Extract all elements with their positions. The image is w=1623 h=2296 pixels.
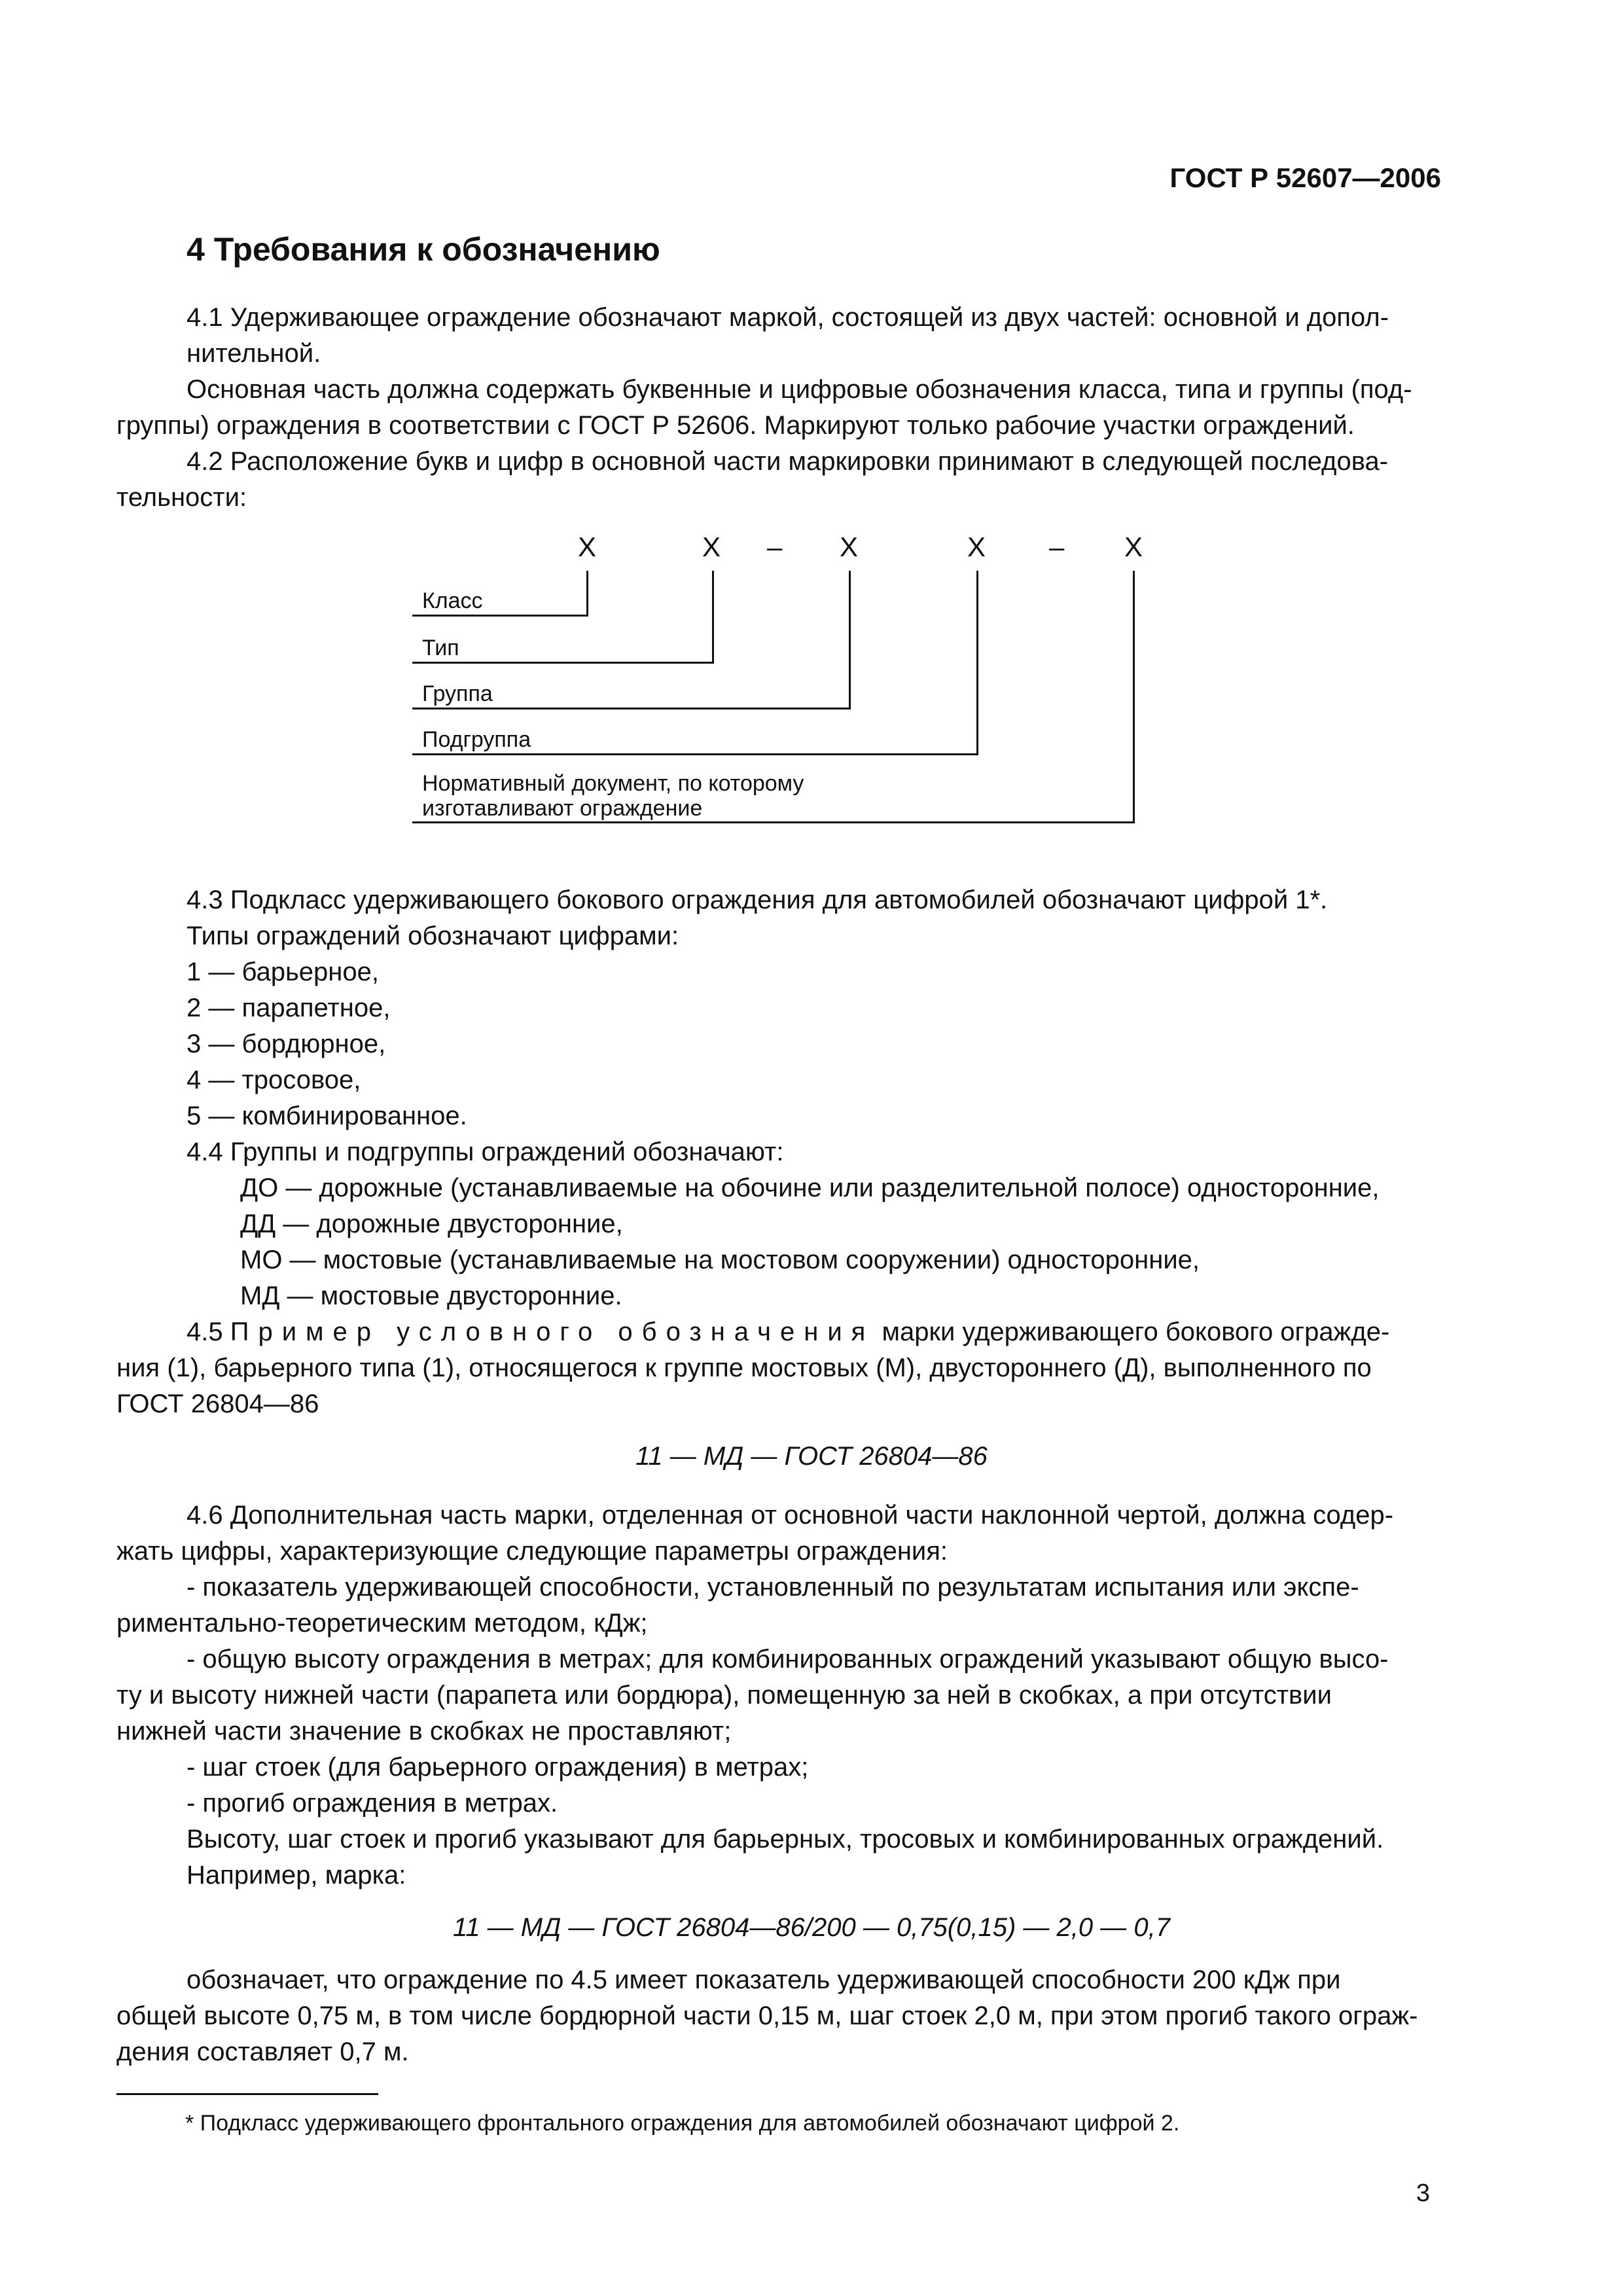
scheme-label-group: Группа: [422, 681, 493, 706]
p4-5-line-1-rest: марки удерживающего бокового огражде-: [874, 1318, 1390, 1346]
type-item-2: 2 — парапетное,: [187, 994, 391, 1022]
type-item-5: 5 — комбинированное.: [187, 1102, 467, 1130]
formula-example-1: 11 — МД — ГОСТ 26804—86: [635, 1442, 988, 1471]
scheme-hline-class: [412, 615, 588, 617]
p-main-line-2: группы) ограждения в соответствии с ГОСТ Р 52606. Маркируют только рабочие участки ограждений.: [116, 411, 1355, 440]
p4-3-line-2: Типы ограждений обозначают цифрами:: [187, 922, 679, 950]
explanation-line-1: обозначает, что ограждение по 4.5 имеет показатель удерживающей способности 200 кДж при: [187, 1965, 1341, 1994]
scheme-symbol-class: X: [578, 531, 597, 562]
p-main-line-1: Основная часть должна содержать буквенные и цифровые обозначения класса, типа и группы (под-: [187, 375, 1412, 404]
scheme-label-class: Класс: [422, 588, 483, 613]
scheme-dash-2: –: [1049, 531, 1065, 562]
section-title: 4 Требования к обозначению: [187, 231, 660, 268]
scheme-label-type: Тип: [422, 636, 459, 660]
bullet-3: - шаг стоек (для барьерного ограждения) в метрах;: [187, 1753, 809, 1782]
scheme-hline-document: [412, 821, 1135, 823]
scheme-vline-type: [712, 571, 714, 664]
bullet-4: - прогиб ограждения в метрах.: [187, 1789, 558, 1818]
p4-5-line-3: ГОСТ 26804—86: [116, 1390, 319, 1418]
group-item-mo: МО — мостовые (устанавливаемые на мостовом сооружении) односторонние,: [240, 1246, 1200, 1274]
scheme-symbol-type: X: [702, 531, 721, 562]
p4-4-line-1: 4.4 Группы и подгруппы ограждений обозначают:: [187, 1138, 784, 1166]
p4-1-line-1: 4.1 Удерживающее ограждение обозначают маркой, состоящей из двух частей: основной и допол-: [187, 303, 1389, 332]
group-item-md: МД — мостовые двусторонние.: [240, 1282, 622, 1310]
scheme-symbol-group: X: [840, 531, 859, 562]
p4-3-line-1: 4.3 Подкласс удерживающего бокового ограждения для автомобилей обозначают цифрой 1*.: [187, 886, 1328, 914]
type-item-4: 4 — тросовое,: [187, 1066, 361, 1094]
type-item-1: 1 — барьерное,: [187, 958, 379, 986]
group-item-do: ДО — дорожные (устанавливаемые на обочине или разделительной полосе) односторонние,: [240, 1174, 1380, 1202]
scheme-label-subgroup: Подгруппа: [422, 727, 531, 752]
explanation-line-3: дения составляет 0,7 м.: [116, 2037, 409, 2066]
scheme-vline-subgroup: [976, 571, 978, 755]
p4-6-summary-1: Высоту, шаг стоек и прогиб указывают для барьерных, тросовых и комбинированных ограждений.: [187, 1825, 1384, 1854]
bullet-1-line-2: риментально-теоретическим методом, кДж;: [116, 1609, 648, 1638]
p4-2-line-1: 4.2 Расположение букв и цифр в основной части маркировки принимают в следующей последова-: [187, 447, 1389, 476]
p4-1-line-2: нительной.: [187, 339, 321, 368]
scheme-label-document-2: изготавливают ограждение: [422, 796, 703, 821]
scheme-symbol-subgroup: X: [967, 531, 986, 562]
p4-2-line-2: тельности:: [116, 483, 247, 512]
scheme-vline-group: [849, 571, 851, 709]
standard-code: ГОСТ Р 52607—2006: [1169, 162, 1441, 193]
group-item-dd: ДД — дорожные двусторонние,: [240, 1210, 623, 1238]
footnote-divider: [116, 2093, 378, 2095]
bullet-2-line-2: ту и высоту нижней части (парапета или бордюра), помещенную за ней в скобках, а при отсутствии: [116, 1681, 1332, 1710]
p4-6-summary-2: Например, марка:: [187, 1861, 406, 1890]
scheme-symbol-document: X: [1124, 531, 1143, 562]
footnote: * Подкласс удерживающего фронтального ограждения для автомобилей обозначают цифрой 2.: [185, 2111, 1180, 2136]
scheme-dash-1: –: [767, 531, 783, 562]
scheme-label-document-1: Нормативный документ, по которому: [422, 771, 804, 796]
p4-6-line-1: 4.6 Дополнительная часть марки, отделенная от основной части наклонной чертой, должна содер-: [187, 1501, 1394, 1530]
p4-5-prefix: 4.5: [187, 1318, 230, 1346]
scheme-vline-class: [586, 571, 588, 617]
scheme-vline-document: [1133, 571, 1135, 823]
bullet-2-line-3: нижней части значение в скобках не проставляют;: [116, 1717, 732, 1746]
p4-6-line-2: жать цифры, характеризующие следующие параметры ограждения:: [116, 1537, 948, 1566]
p4-5-spaced-heading: Пример условного обозначения: [230, 1318, 875, 1346]
explanation-line-2: общей высоте 0,75 м, в том числе бордюрной части 0,15 м, шаг стоек 2,0 м, при этом прогиб такого ограж-: [116, 2001, 1418, 2030]
page-number: 3: [1416, 2179, 1430, 2207]
p4-5-line-2: ния (1), барьерного типа (1), относящегося к группе мостовых (М), двустороннего (Д), выполненного по: [116, 1354, 1372, 1382]
formula-example-2: 11 — МД — ГОСТ 26804—86/200 — 0,75(0,15) — 2,0 — 0,7: [453, 1913, 1170, 1942]
type-item-3: 3 — бордюрное,: [187, 1030, 386, 1058]
scheme-hline-type: [412, 662, 714, 664]
scheme-hline-subgroup: [412, 753, 978, 755]
bullet-1-line-1: - показатель удерживающей способности, установленный по результатам испытания или экспе-: [187, 1573, 1359, 1602]
scheme-hline-group: [412, 708, 851, 709]
bullet-2-line-1: - общую высоту ограждения в метрах; для комбинированных ограждений указывают общую высо-: [187, 1645, 1389, 1674]
p4-5-line-1: [187, 1314, 1389, 1350]
